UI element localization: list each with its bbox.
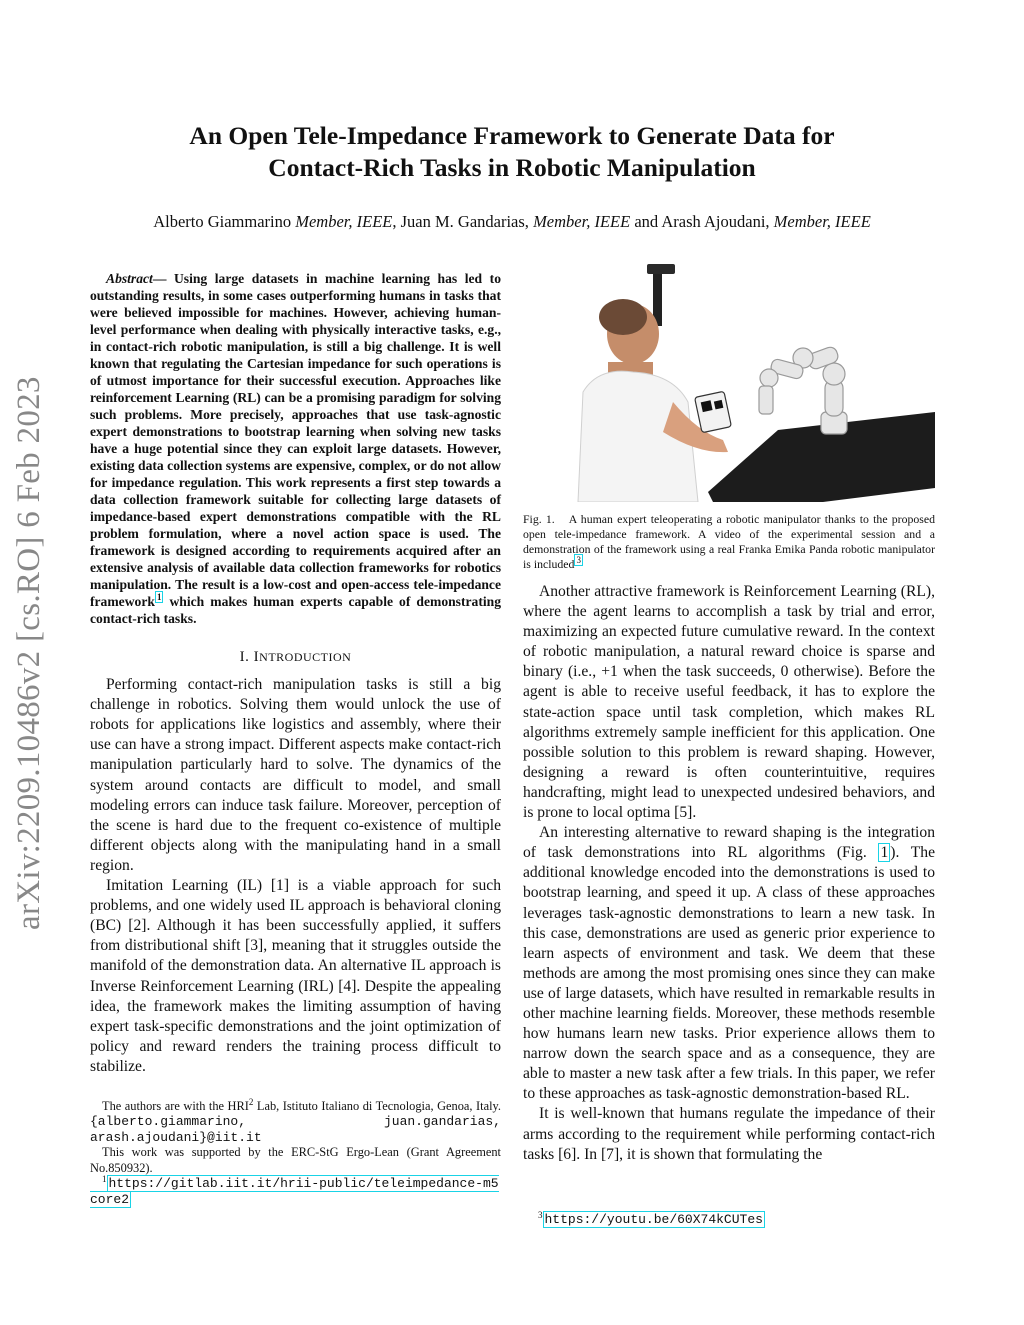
caption-text: A human expert teleoperating a robotic manipulator thanks to the proposed open tele-impedance framework. A video of the experimental session and a demonstration of the framework using a real Franka Emika Panda robotic manipulator is included xyxy=(523,512,936,571)
intro-paragraph-1: Performing contact-rich manipulation tasks is still a big challenge in robotics. Solving them would unlock the use of robots for applications like logistics and assembly, where their use can have a strong impact. Different aspects make contact-rich manipulation particularly hard to solve. The dynamics of the system around contacts are difficult to model, and small modeling errors can induce task failure. Moreover, perception of the scene is hard due to the frequent co-existence of multiple different objects along with the manipulating hand in a small region. xyxy=(90,676,501,874)
section-title-rest: NTRODUCTION xyxy=(259,650,352,664)
footnote-3-mark: 3 xyxy=(538,1209,543,1220)
figure-label: Fig. 1. xyxy=(523,512,555,526)
funding-footnote: This work was supported by the ERC-StG Ergo-Lean (Grant Agreement No.850932). xyxy=(90,1145,501,1175)
arxiv-id: arXiv:2209.10486v2 [cs.RO] 6 Feb 2023 xyxy=(11,376,47,930)
abstract-text-end: which makes human experts capable of demonstrating contact-rich tasks. xyxy=(90,594,501,626)
footnote-1-mark: 1 xyxy=(102,1174,107,1185)
para2-text-b: ). The additional knowledge encoded into the demonstrations is used to bootstrap learning, and speed it up. A class of these approaches leverages task-agnostic demonstrations to learn a new task. In this case, demonstrations are used as generic prior experience to learn aspects of environment and task. We deem that these methods are among the most promising ones since they can make use of large datasets, which have resulted in remarkable results in other machine learning fields. Moreover, these methods resemble how humans learn new tasks. Prior experience allows them to narrow down the search space and as a consequence, they are able to master a new task after a few trials. In this paper, we refer to these approaches as task-agnostic demonstration-based RL. xyxy=(523,844,935,1103)
footnote-3-link[interactable]: 3 xyxy=(576,555,581,566)
author-conjunction: and xyxy=(634,212,659,231)
footnote-3 xyxy=(538,1209,765,1227)
left-column xyxy=(90,270,501,1207)
arxiv-sidebar-stamp xyxy=(10,360,48,930)
figure-1-photo xyxy=(523,262,935,502)
author-2: Juan M. Gandarias, xyxy=(400,212,529,231)
abstract-dash: — xyxy=(152,271,174,286)
right-paragraph-2 xyxy=(523,823,935,1104)
author-3-role: Member, IEEE xyxy=(773,212,871,231)
footnote-1-link[interactable]: 1 xyxy=(156,592,162,603)
paper-title xyxy=(0,120,1024,184)
camera-mount xyxy=(647,264,675,274)
figure-1-caption xyxy=(523,512,935,572)
footnote-3-url[interactable]: https://youtu.be/60X74kCUTes xyxy=(544,1212,763,1227)
left-footnotes xyxy=(90,1096,502,1208)
title-line-1: An Open Tele-Impedance Framework to Generate Data for xyxy=(189,121,835,150)
title-line-2: Contact-Rich Tasks in Robotic Manipulation xyxy=(268,153,756,182)
abstract xyxy=(90,270,501,627)
affiliation-sup: 2 xyxy=(248,1096,254,1107)
intro-paragraph-2: Imitation Learning (IL) [1] is a viable approach for such problems, and one widely used IL approach is behavioral cloning (BC) [2]. Although it has been successfully applied, it suffers from distributional shift [3], meaning that it struggles outside the manifold of the demonstration data. An alternative IL approach is Inverse Reinforcement Learning (IRL) [4]. Despite the appealing idea, the framework makes the limiting assumption of having expert task-specific demonstrations and the joint optimization of policy and reward renders the training process difficult to stabilize. xyxy=(90,877,501,1075)
abstract-label: Abstract xyxy=(106,271,153,286)
affiliation-text: The authors are with the HRI xyxy=(102,1098,249,1113)
section-number: I. xyxy=(239,649,250,665)
affiliation-rest: Lab, Istituto Italiano di Tecnologia, Genoa, Italy. xyxy=(253,1098,502,1113)
abstract-text: Using large datasets in machine learning has led to outstanding results, in some cases outperforming humans in tasks that were believed impossible for machines. However, achieving human-level performance when dealing with physically interactive tasks, e.g., in contact-rich robotic manipulation, is still a big challenge. It is well known that regulating the Cartesian impedance for such operations is of utmost importance for their successful execution. Approaches like reinforcement Learning (RL) can be a promising paradigm for solving such problems. More precisely, approaches that use task-agnostic expert demonstrations to bootstrap learning when solving new tasks have a huge potential since they can exploit large datasets. However, existing data collection systems are expensive, complex, or do not allow for impedance regulation. This work represents a first step towards a data collection framework suitable for collecting large datasets of impedance-based expert demonstrations compatible with the RL problem formulation, where a novel action space is used. The framework is designed according to requirements acquired after an extensive analysis of available data collection frameworks for robotics manipulation. The result is a low-cost and open-access tele-impedance framework xyxy=(90,271,501,609)
author-emails: {alberto.giammarino, juan.gandarias, arash.ajoudani}@iit.it xyxy=(90,1114,501,1145)
teleoperation-photo-illustration xyxy=(523,262,935,502)
affiliation-footnote xyxy=(90,1096,502,1146)
section-title xyxy=(254,649,352,665)
author-1: Alberto Giammarino xyxy=(153,212,292,231)
author-list: Alberto Giammarino Member, IEEE, Juan M. Gandarias, Member, IEEE and Arash Ajoudani, Member, IEEE xyxy=(153,212,871,231)
right-paragraph-1: Another attractive framework is Reinforcement Learning (RL), where the agent learns to accomplish a task by trial and error, maximizing an expected future cumulative reward. In the context of robotic manipulation, a natural reward choice is sparse and binary (i.e., +1 when the task succeeds, 0 otherwise). Before the agent is able to receive useful feedback, it has to explore the state-action space until task completion, which makes RL algorithms extremely sample inefficient for this application. One possible solution to this problem is reward shaping. However, designing a reward is often counterintuitive, requires handcrafting, might lead to unexpected undesired behaviors, and is prone to local optima [5]. xyxy=(523,583,935,822)
right-paragraph-3: It is well-known that humans regulate the impedance of their arms according to the requirement while performing contact-rich tasks [6]. In [7], it is shown that formulating the xyxy=(523,1105,935,1163)
footnote-1 xyxy=(90,1176,501,1207)
para2-text-a: An interesting alternative to reward shaping is the integration of task demonstrations into RL algorithms (Fig. xyxy=(523,824,935,862)
figure-1-ref-link[interactable]: 1 xyxy=(880,844,889,862)
author-1-role: Member, IEEE xyxy=(295,212,393,231)
author-2-role: Member, IEEE xyxy=(533,212,631,231)
section-heading-introduction xyxy=(90,647,501,667)
footnote-1-url[interactable]: https://gitlab.iit.it/hrii-public/teleimpedance-m5core2 xyxy=(90,1176,499,1207)
right-column xyxy=(523,262,935,1165)
section-title-initial: I xyxy=(253,649,260,665)
author-3: Arash Ajoudani, xyxy=(661,212,770,231)
